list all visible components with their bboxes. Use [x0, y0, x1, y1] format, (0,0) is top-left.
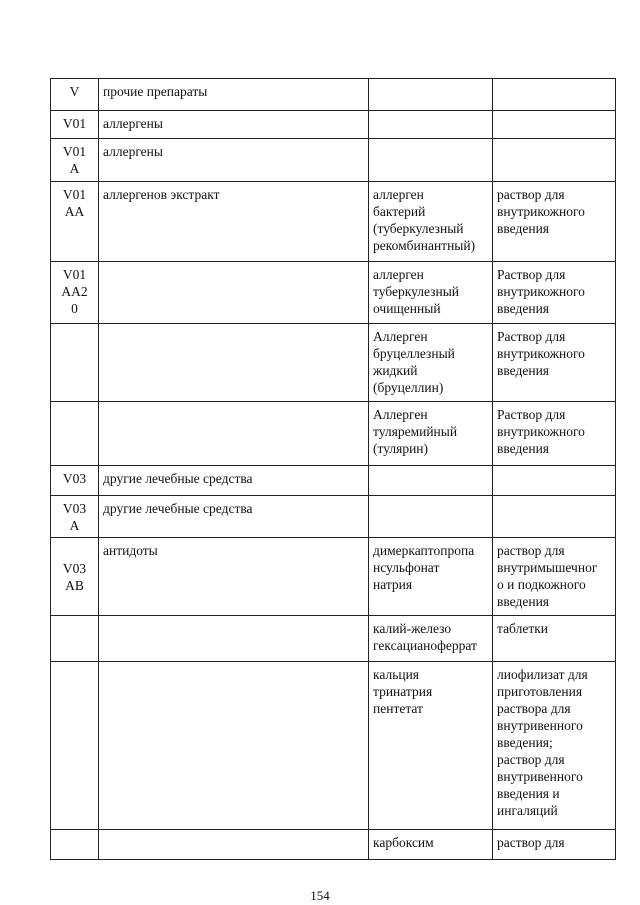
drug-name-cell [369, 466, 493, 496]
atc-code-cell [51, 262, 99, 324]
dosage-form-cell [493, 662, 616, 830]
atc-code-cell [51, 662, 99, 830]
drug-name-text: Аллерген бруцеллезный жидкий (бруцеллин) [373, 329, 455, 395]
atc-code-cell [51, 496, 99, 538]
table-row [51, 466, 616, 496]
group-name-cell: аллергены [99, 111, 369, 139]
dosage-form-cell [493, 466, 616, 496]
dosage-form-cell [493, 79, 616, 111]
group-name-cell: антидоты [99, 538, 369, 616]
atc-code-cell [51, 616, 99, 662]
atc-code-text: V01 A [62, 144, 87, 176]
table-row [51, 402, 616, 466]
table-row [51, 324, 616, 402]
drug-name-cell [369, 324, 493, 402]
atc-code-text: V03 AB [62, 561, 87, 593]
atc-code-cell [51, 538, 99, 616]
drug-name-text: кальция тринатрия пентетат [373, 667, 433, 716]
group-name-cell: другие лечебные средства [99, 466, 369, 496]
group-name-cell [99, 662, 369, 830]
table-row [51, 616, 616, 662]
drug-name-cell [369, 402, 493, 466]
table-row [51, 139, 616, 182]
dosage-form-text: раствор для внутримышечног о и подкожного введения [497, 543, 598, 609]
atc-code-cell [51, 324, 99, 402]
table-row [51, 262, 616, 324]
drug-name-cell [369, 262, 493, 324]
drug-name-cell [369, 662, 493, 830]
dosage-form-cell: раствор для [493, 830, 616, 860]
table-row [51, 538, 616, 616]
group-name-cell: прочие препараты [99, 79, 369, 111]
dosage-form-cell [493, 182, 616, 262]
drug-name-text: аллерген туберкулезный очищенный [373, 267, 459, 316]
table-row [51, 662, 616, 830]
table-row [51, 111, 616, 139]
dosage-form-cell [493, 496, 616, 538]
table-row [51, 79, 616, 111]
drug-name-cell [369, 182, 493, 262]
drug-table [50, 78, 616, 860]
atc-code-cell [51, 402, 99, 466]
atc-code-cell: V03 [51, 466, 99, 496]
drug-name-text: димеркаптопропа нсульфонат натрия [373, 543, 475, 592]
atc-code-cell [51, 182, 99, 262]
atc-code-cell [51, 139, 99, 182]
drug-name-cell [369, 111, 493, 139]
group-name-cell: другие лечебные средства [99, 496, 369, 538]
table-row [51, 496, 616, 538]
group-name-cell: аллергенов экстракт [99, 182, 369, 262]
group-name-cell [99, 830, 369, 860]
table-row [51, 182, 616, 262]
drug-name-text: Аллерген туляремийный (тулярин) [373, 407, 458, 456]
drug-name-text: калий-железо гексацианоферрат [373, 621, 477, 653]
dosage-form-cell [493, 139, 616, 182]
dosage-form-cell [493, 262, 616, 324]
dosage-form-text: лиофилизат для приготовления раствора для внутривенного введения; раствор для внутривенного введения и ингаляций [497, 667, 588, 818]
group-name-cell [99, 402, 369, 466]
drug-name-cell: карбоксим [369, 830, 493, 860]
dosage-form-text: Раствор для внутрикожного введения [497, 329, 585, 378]
drug-name-cell [369, 139, 493, 182]
dosage-form-text: Раствор для внутрикожного введения [497, 267, 585, 316]
group-name-cell [99, 262, 369, 324]
atc-code-cell [51, 830, 99, 860]
drug-name-cell [369, 79, 493, 111]
group-name-cell [99, 324, 369, 402]
group-name-cell: аллергены [99, 139, 369, 182]
table-row [51, 830, 616, 860]
atc-code-text: V01 AA2 0 [61, 267, 88, 316]
dosage-form-cell [493, 111, 616, 139]
dosage-form-cell [493, 402, 616, 466]
atc-code-text: V01 AA [62, 187, 87, 219]
dosage-form-cell [493, 616, 616, 662]
atc-code-cell: V [51, 79, 99, 111]
dosage-form-text: раствор для внутрикожного введения [497, 187, 585, 236]
atc-code-cell: V01 [51, 111, 99, 139]
dosage-form-cell [493, 538, 616, 616]
drug-name-cell [369, 496, 493, 538]
drug-name-cell [369, 538, 493, 616]
atc-code-text: V03 A [62, 501, 87, 533]
dosage-form-cell [493, 324, 616, 402]
drug-name-text: аллерген бактерий (туберкулезный рекомбинантный) [373, 187, 476, 253]
page-number: 154 [310, 888, 330, 903]
group-name-cell [99, 616, 369, 662]
dosage-form-text: Раствор для внутрикожного введения [497, 407, 585, 456]
dosage-form-text: таблетки [497, 621, 549, 636]
drug-name-cell [369, 616, 493, 662]
